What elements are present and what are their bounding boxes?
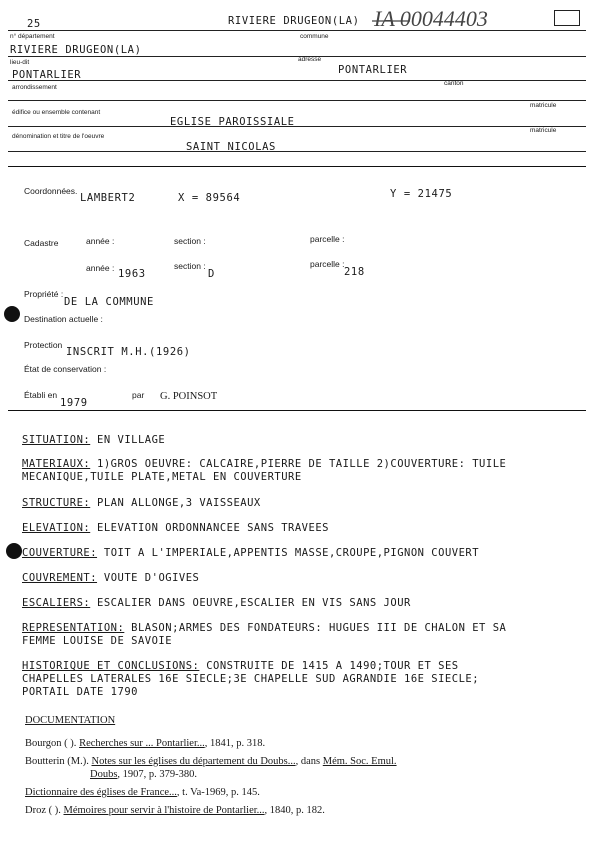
elevation-text: ELEVATION ORDONNANCEE SANS TRAVEES bbox=[90, 522, 329, 534]
departement-number: 25 bbox=[27, 18, 41, 30]
etabli-label: Établi en bbox=[24, 390, 58, 400]
structure-text: PLAN ALLONGE,3 VAISSEAUX bbox=[90, 497, 261, 509]
matricule-label: matricule bbox=[530, 102, 557, 109]
ref-title: Dictionnaire des églises de France... bbox=[25, 787, 177, 798]
ref-title: Mémoires pour servir à l'histoire de Pontarlier... bbox=[63, 805, 265, 816]
situation-line bbox=[22, 434, 165, 447]
doc-ref-3 bbox=[25, 786, 260, 799]
escaliers-heading: ESCALIERS: bbox=[22, 597, 91, 609]
cadastre-annee: 1963 bbox=[118, 268, 146, 280]
situation-text: EN VILLAGE bbox=[90, 434, 166, 446]
edifice-value: EGLISE PAROISSIALE bbox=[170, 116, 295, 128]
couvrement-text: VOUTE D'OGIVES bbox=[97, 572, 200, 584]
doc-ref-2-cont bbox=[90, 768, 197, 781]
representation-heading: REPRESENTATION: bbox=[22, 622, 125, 634]
couvrement-line bbox=[22, 572, 199, 585]
historique-line bbox=[22, 660, 459, 673]
adresse-label: adresse bbox=[298, 56, 322, 63]
ref-title: Recherches sur ... Pontarlier... bbox=[79, 738, 205, 749]
ref-connector: , dans bbox=[295, 756, 323, 767]
coords-label: Coordonnées. bbox=[24, 186, 78, 196]
ref-details: , 1907, p. 379-380. bbox=[117, 769, 198, 780]
elevation-line bbox=[22, 522, 329, 535]
denomination-label: dénomination et titre de l'oeuvre bbox=[12, 133, 105, 140]
cadastre-section: D bbox=[208, 268, 215, 280]
ref-author: Boutterin (M.). bbox=[25, 756, 92, 767]
destination-label: Destination actuelle : bbox=[24, 314, 103, 324]
rule bbox=[8, 151, 586, 152]
cadastre-label: Cadastre bbox=[24, 238, 59, 248]
commune-label: commune bbox=[300, 33, 329, 40]
canton-label: canton bbox=[444, 80, 464, 87]
matricule2-label: matricule bbox=[530, 127, 557, 134]
protection-label: Protection bbox=[24, 340, 63, 350]
edifice-label: édifice ou ensemble contenant bbox=[12, 109, 101, 116]
ref-details: , 1841, p. 318. bbox=[204, 738, 266, 749]
propriete-label: Propriété : bbox=[24, 289, 64, 299]
cadastre-annee2-label: année : bbox=[86, 263, 115, 273]
arrondissement-label: arrondissement bbox=[12, 84, 57, 91]
doc-ref-2 bbox=[25, 755, 397, 768]
coords-y: Y = 21475 bbox=[390, 188, 453, 200]
etabli-author: G. POINSOT bbox=[160, 391, 218, 402]
rule bbox=[8, 410, 586, 411]
punch-hole bbox=[6, 543, 22, 559]
materiaux-text: 1)GROS OEUVRE: CALCAIRE,PIERRE DE TAILLE 2)COUVERTURE: TUILE bbox=[90, 458, 507, 470]
rule bbox=[8, 126, 586, 127]
rule bbox=[8, 30, 586, 31]
cadastre-section-label: section : bbox=[174, 236, 206, 246]
rule bbox=[8, 56, 586, 57]
cadastre-parcelle-label: parcelle : bbox=[310, 234, 345, 244]
escaliers-line bbox=[22, 597, 411, 610]
ref-journal: Mém. Soc. Emul. bbox=[322, 756, 397, 767]
representation-line-2: FEMME LOUISE DE SAVOIE bbox=[22, 635, 173, 647]
rule bbox=[8, 166, 586, 167]
etabli-par-label: par bbox=[132, 390, 145, 400]
punch-hole bbox=[4, 306, 20, 322]
escaliers-text: ESCALIER DANS OEUVRE,ESCALIER EN VIS SANS JOUR bbox=[90, 597, 411, 609]
lieu-dit-value: RIVIERE DRUGEON(LA) bbox=[10, 44, 142, 56]
cadastre-section2-label: section : bbox=[174, 261, 206, 271]
couverture-text: TOIT A L'IMPERIALE,APPENTIS MASSE,CROUPE,PIGNON COUVERT bbox=[97, 547, 480, 559]
ref-details: , t. Va-1969, p. 145. bbox=[176, 787, 260, 798]
ref-author: Droz ( ). bbox=[25, 805, 64, 816]
propriete-value: DE LA COMMUNE bbox=[64, 296, 154, 308]
materiaux-heading: MATERIAUX: bbox=[22, 458, 91, 470]
cadastre-parcelle: 218 bbox=[344, 266, 365, 278]
denomination-value: SAINT NICOLAS bbox=[186, 141, 276, 153]
representation-line bbox=[22, 622, 506, 635]
documentation-title-text: DOCUMENTATION bbox=[25, 715, 116, 726]
etabli-year: 1979 bbox=[60, 397, 88, 409]
doc-ref-1 bbox=[25, 737, 265, 750]
couverture-heading: COUVERTURE: bbox=[22, 547, 98, 559]
structure-heading: STRUCTURE: bbox=[22, 497, 91, 509]
canton-value: PONTARLIER bbox=[338, 64, 408, 76]
ref-journal-cont: Doubs bbox=[90, 769, 118, 780]
documentation-title bbox=[25, 714, 115, 727]
commune-name: RIVIERE DRUGEON(LA) bbox=[228, 15, 360, 27]
protection-value: INSCRIT M.H.(1926) bbox=[66, 346, 191, 358]
etat-label: État de conservation : bbox=[24, 364, 107, 374]
coords-system: LAMBERT2 bbox=[80, 192, 136, 204]
rule bbox=[8, 100, 586, 101]
representation-text: BLASON;ARMES DES FONDATEURS: HUGUES III DE CHALON ET SA bbox=[124, 622, 507, 634]
historique-line-2: CHAPELLES LATERALES 16E SIECLE;3E CHAPELLE SUD AGRANDIE 16E SIECLE; bbox=[22, 673, 480, 685]
historique-heading: HISTORIQUE ET CONCLUSIONS: bbox=[22, 660, 200, 672]
cadastre-annee-label: année : bbox=[86, 236, 115, 246]
lieu-dit-label: lieu-dit bbox=[10, 59, 30, 66]
ref-details: , 1840, p. 182. bbox=[264, 805, 325, 816]
doc-ref-4 bbox=[25, 804, 325, 817]
departement-label: n° département bbox=[10, 33, 55, 40]
rule bbox=[8, 80, 586, 81]
couverture-line bbox=[22, 547, 479, 560]
elevation-heading: ELEVATION: bbox=[22, 522, 91, 534]
situation-heading: SITUATION: bbox=[22, 434, 91, 446]
structure-line bbox=[22, 497, 261, 510]
cadastre-parcelle2-label: parcelle : bbox=[310, 259, 345, 269]
arrondissement-value: PONTARLIER bbox=[12, 69, 82, 81]
historique-text: CONSTRUITE DE 1415 A 1490;TOUR ET SES bbox=[199, 660, 459, 672]
couvrement-heading: COUVREMENT: bbox=[22, 572, 98, 584]
materiaux-line-2: MECANIQUE,TUILE PLATE,METAL EN COUVERTURE bbox=[22, 471, 302, 483]
materiaux-line bbox=[22, 458, 506, 471]
historique-line-3: PORTAIL DATE 1790 bbox=[22, 686, 138, 698]
ref-title: Notes sur les églises du département du Doubs... bbox=[91, 756, 296, 767]
stamp-box bbox=[554, 10, 580, 26]
ref-author: Bourgon ( ). bbox=[25, 738, 80, 749]
coords-x: X = 89564 bbox=[178, 192, 241, 204]
stamp-text: IA 00044403 bbox=[374, 6, 488, 31]
